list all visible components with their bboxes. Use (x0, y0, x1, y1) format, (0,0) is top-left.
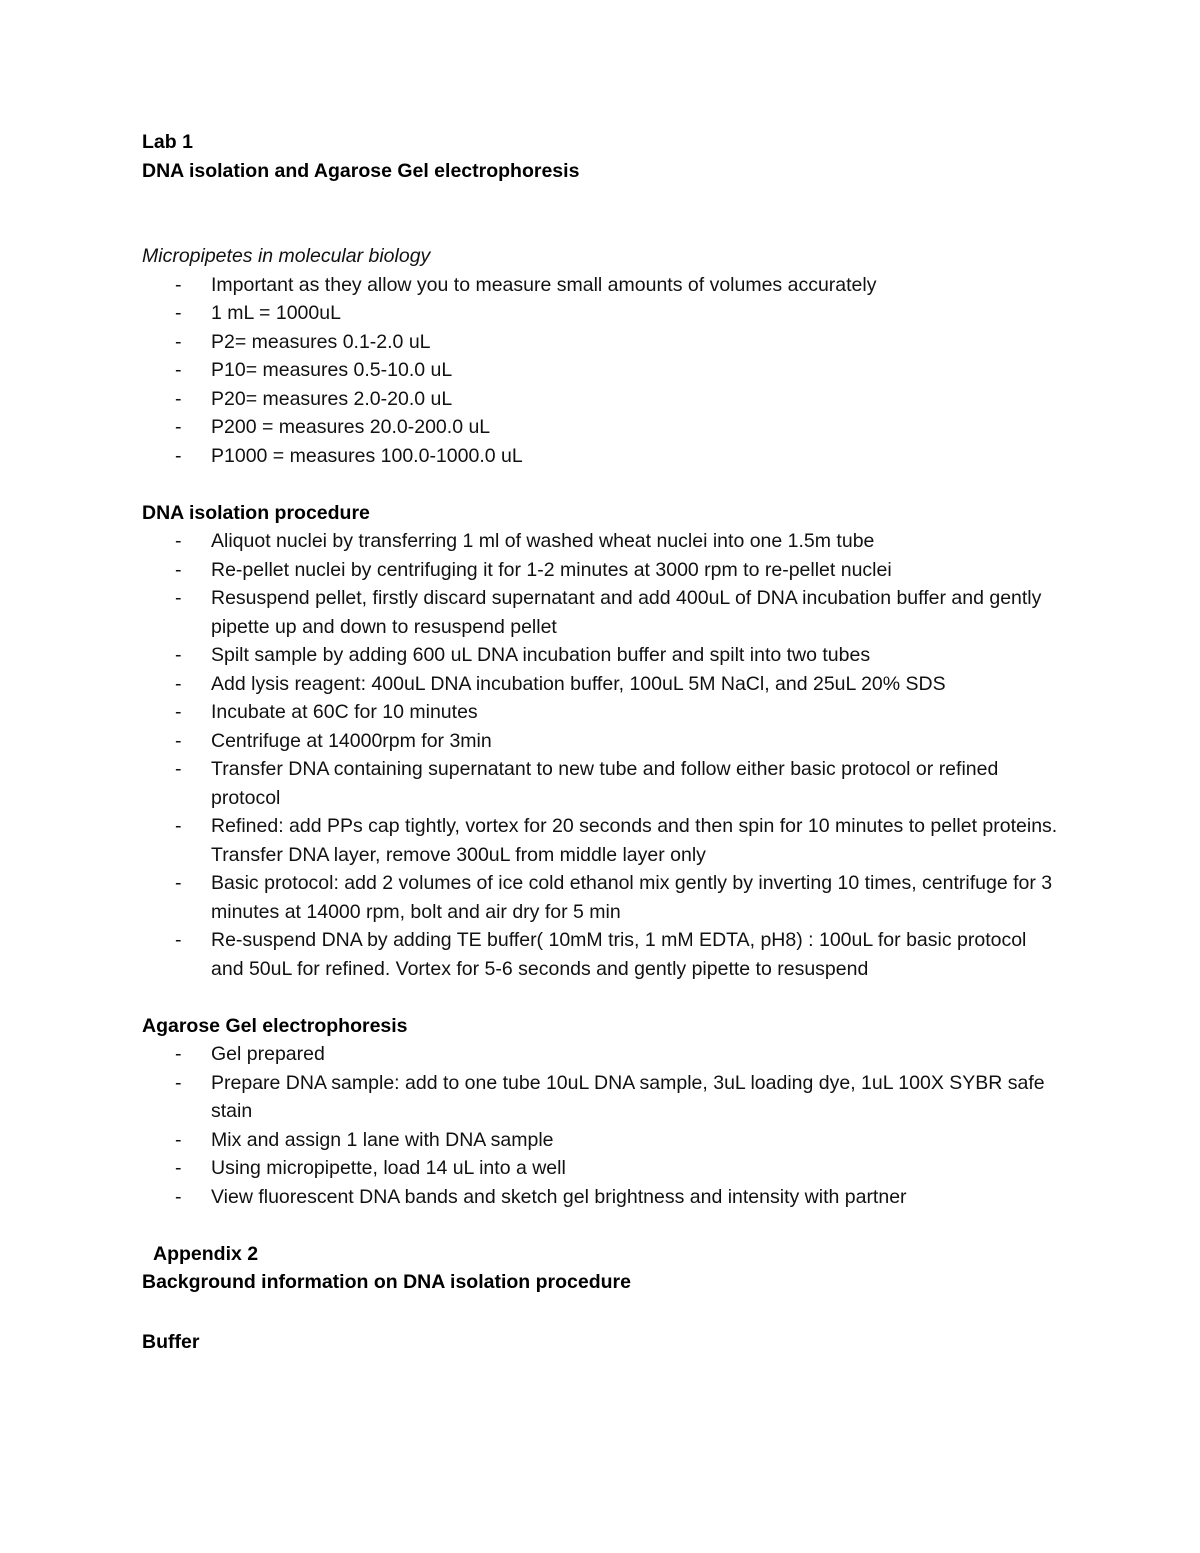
list-item (142, 869, 1060, 926)
list-item (142, 556, 1060, 585)
bullet-dash: - (175, 359, 182, 381)
section-micropipettes (142, 242, 1060, 470)
list-item (142, 442, 1060, 471)
list-item (142, 926, 1060, 983)
bullet-dash: - (175, 387, 182, 410)
bullet-text: Basic protocol: add 2 volumes of ice cold ethanol mix gently by inverting 10 times, centrifuge for 3 minutes at 14000 rpm, bolt and air dry for 5 min (211, 872, 1053, 923)
bullet-dash: - (175, 672, 182, 695)
list-item (142, 527, 1060, 556)
list-item (142, 299, 1060, 328)
bullet-text: Important as they allow you to measure small amounts of volumes accurately (211, 273, 877, 296)
section-heading: DNA isolation procedure (142, 501, 370, 524)
appendix-block (142, 1240, 1060, 1357)
bullet-text: Re-suspend DNA by adding TE buffer( 10mM tris, 1 mM EDTA, pH8) : 100uL for basic protocol and 50uL for refined. Vortex for 5-6 seconds and gently pipette to resuspend (211, 929, 1027, 980)
bullet-text: P20= measures 2.0-20.0 uL (211, 387, 453, 410)
bullet-dash: - (175, 530, 182, 552)
bullet-dash: - (175, 302, 182, 324)
bullet-dash: - (175, 1043, 182, 1065)
bullet-text: Using micropipette, load 14 uL into a well (211, 1157, 566, 1179)
list-item (142, 727, 1060, 756)
bullet-dash: - (175, 416, 182, 438)
sections-container (142, 242, 1060, 1211)
bullet-dash: - (175, 815, 182, 837)
appendix-subheading: Background information on DNA isolation procedure (142, 1271, 631, 1293)
list-item (142, 812, 1060, 869)
bullet-text: Aliquot nuclei by transferring 1 ml of washed wheat nuclei into one 1.5m tube (211, 530, 875, 552)
section-dna-isolation-procedure (142, 499, 1060, 984)
list-item (142, 641, 1060, 670)
bullet-text: Resuspend pellet, firstly discard supernatant and add 400uL of DNA incubation buffer and gently pipette up and down to resuspend pellet (211, 587, 1042, 638)
bullet-dash: - (175, 558, 182, 581)
bullet-list (142, 527, 1060, 983)
title-line-lab-name: DNA isolation and Agarose Gel electrophoresis (142, 159, 580, 182)
bullet-text: Mix and assign 1 lane with DNA sample (211, 1128, 554, 1151)
bullet-dash: - (175, 644, 182, 666)
bullet-dash: - (175, 701, 182, 723)
list-item (142, 670, 1060, 699)
list-item (142, 584, 1060, 641)
list-item (142, 413, 1060, 442)
list-item (142, 755, 1060, 812)
bullet-dash: - (175, 1128, 182, 1151)
buffer-heading: Buffer (142, 1330, 200, 1353)
bullet-text: P10= measures 0.5-10.0 uL (211, 359, 453, 381)
bullet-dash: - (175, 587, 182, 609)
bullet-dash: - (175, 1071, 182, 1094)
bullet-text: Re-pellet nuclei by centrifuging it for 1-2 minutes at 3000 rpm to re-pellet nuclei (211, 558, 892, 581)
bullet-text: P200 = measures 20.0-200.0 uL (211, 416, 491, 438)
section-heading: Micropipetes in molecular biology (142, 245, 431, 267)
list-item (142, 271, 1060, 300)
bullet-dash: - (175, 758, 182, 780)
bullet-text: Centrifuge at 14000rpm for 3min (211, 729, 492, 752)
bullet-dash: - (175, 729, 182, 752)
bullet-dash: - (175, 1185, 182, 1208)
list-item (142, 698, 1060, 727)
bullet-dash: - (175, 444, 182, 467)
bullet-list (142, 1040, 1060, 1211)
bullet-text: P2= measures 0.1-2.0 uL (211, 330, 431, 353)
bullet-text: Transfer DNA containing supernatant to new tube and follow either basic protocol or refined protocol (211, 758, 999, 809)
bullet-text: Refined: add PPs cap tightly, vortex for 20 seconds and then spin for 10 minutes to pellet proteins. Transfer DNA layer, remove 300uL from middle layer only (211, 815, 1058, 866)
bullet-dash: - (175, 330, 182, 353)
bullet-dash: - (175, 1157, 182, 1179)
bullet-text: Spilt sample by adding 600 uL DNA incubation buffer and spilt into two tubes (211, 644, 871, 666)
bullet-dash: - (175, 872, 182, 894)
bullet-text: View fluorescent DNA bands and sketch gel brightness and intensity with partner (211, 1185, 907, 1208)
section-agarose-gel-electrophoresis (142, 1012, 1060, 1212)
list-item (142, 385, 1060, 414)
bullet-dash: - (175, 273, 182, 296)
title-line-lab-number: Lab 1 (142, 131, 193, 153)
section-heading: Agarose Gel electrophoresis (142, 1014, 408, 1037)
list-item (142, 328, 1060, 357)
list-item (142, 1040, 1060, 1069)
list-item (142, 1069, 1060, 1126)
bullet-text: Gel prepared (211, 1043, 325, 1065)
bullet-list (142, 271, 1060, 471)
bullet-text: Add lysis reagent: 400uL DNA incubation buffer, 100uL 5M NaCl, and 25uL 20% SDS (211, 672, 946, 695)
list-item (142, 356, 1060, 385)
bullet-text: 1 mL = 1000uL (211, 302, 341, 324)
list-item (142, 1183, 1060, 1212)
list-item (142, 1126, 1060, 1155)
document-title-block (142, 128, 1060, 185)
bullet-text: P1000 = measures 100.0-1000.0 uL (211, 444, 523, 467)
bullet-text: Prepare DNA sample: add to one tube 10uL DNA sample, 3uL loading dye, 1uL 100X SYBR safe stain (211, 1071, 1045, 1122)
appendix-heading: Appendix 2 (153, 1242, 259, 1265)
bullet-dash: - (175, 929, 182, 951)
list-item (142, 1154, 1060, 1183)
bullet-text: Incubate at 60C for 10 minutes (211, 701, 478, 723)
